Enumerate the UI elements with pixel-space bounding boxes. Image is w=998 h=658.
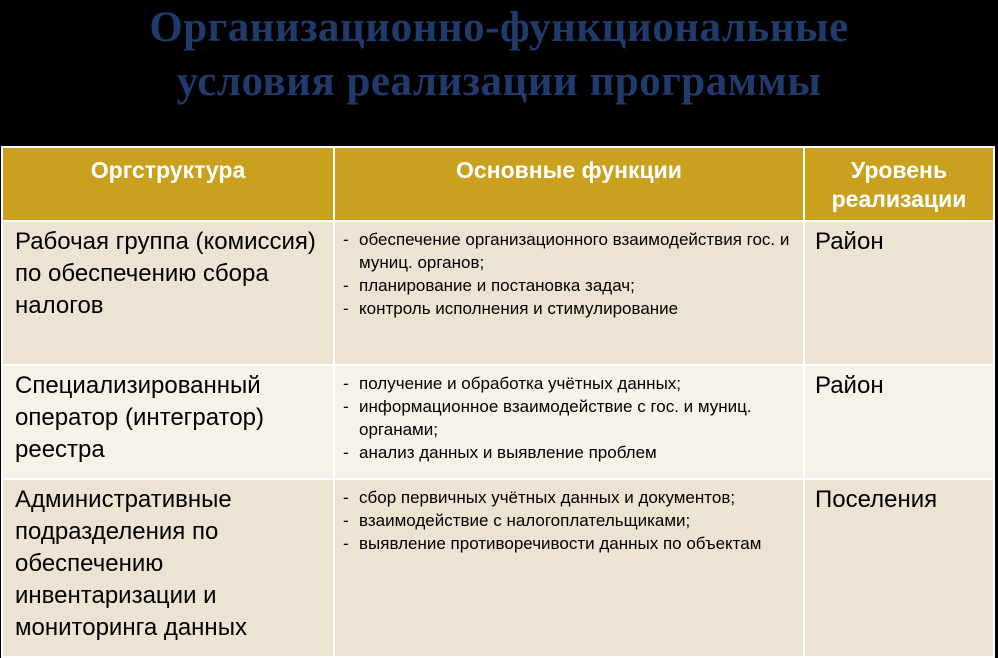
function-item: - обеспечение организационного взаимодействия гос. и муниц. органов; [343, 230, 790, 272]
table-header-row [2, 147, 994, 221]
function-item: - взаимодействие с налогоплательщиками; [343, 511, 691, 530]
header-main-functions: Основные функции [334, 147, 804, 221]
org-cell: Рабочая группа (комиссия) по обеспечению сбора налогов [2, 221, 334, 365]
functions-table [1, 146, 995, 658]
org-cell: Административные подразделения по обеспечению инвентаризации и мониторинга данных [2, 479, 334, 657]
table-row [2, 365, 994, 479]
function-item: - контроль исполнения и стимулирование [343, 299, 679, 318]
level-cell: Район [804, 365, 994, 479]
function-item: - выявление противоречивости данных по объектам [343, 534, 762, 553]
header-orgstructure: Оргструктура [2, 147, 334, 221]
title-line-1: Организационно-функциональные [149, 4, 849, 51]
page-title [0, 0, 998, 140]
title-line-2: условия реализации программы [176, 58, 822, 105]
functions-cell [334, 479, 804, 657]
table-row [2, 221, 994, 365]
header-implementation-level: Уровень реализации [804, 147, 994, 221]
function-item: - анализ данных и выявление проблем [343, 443, 657, 462]
function-item: - сбор первичных учётных данных и документов; [343, 488, 736, 507]
function-item: - информационное взаимодействие с гос. и муниц. органами; [343, 397, 752, 439]
level-cell: Район [804, 221, 994, 365]
functions-cell [334, 221, 804, 365]
table-row [2, 479, 994, 657]
function-item: - планирование и постановка задач; [343, 276, 635, 295]
level-cell: Поселения [804, 479, 994, 657]
org-cell: Специализированный оператор (интегратор) реестра [2, 365, 334, 479]
functions-cell [334, 365, 804, 479]
function-item: - получение и обработка учётных данных; [343, 374, 682, 393]
